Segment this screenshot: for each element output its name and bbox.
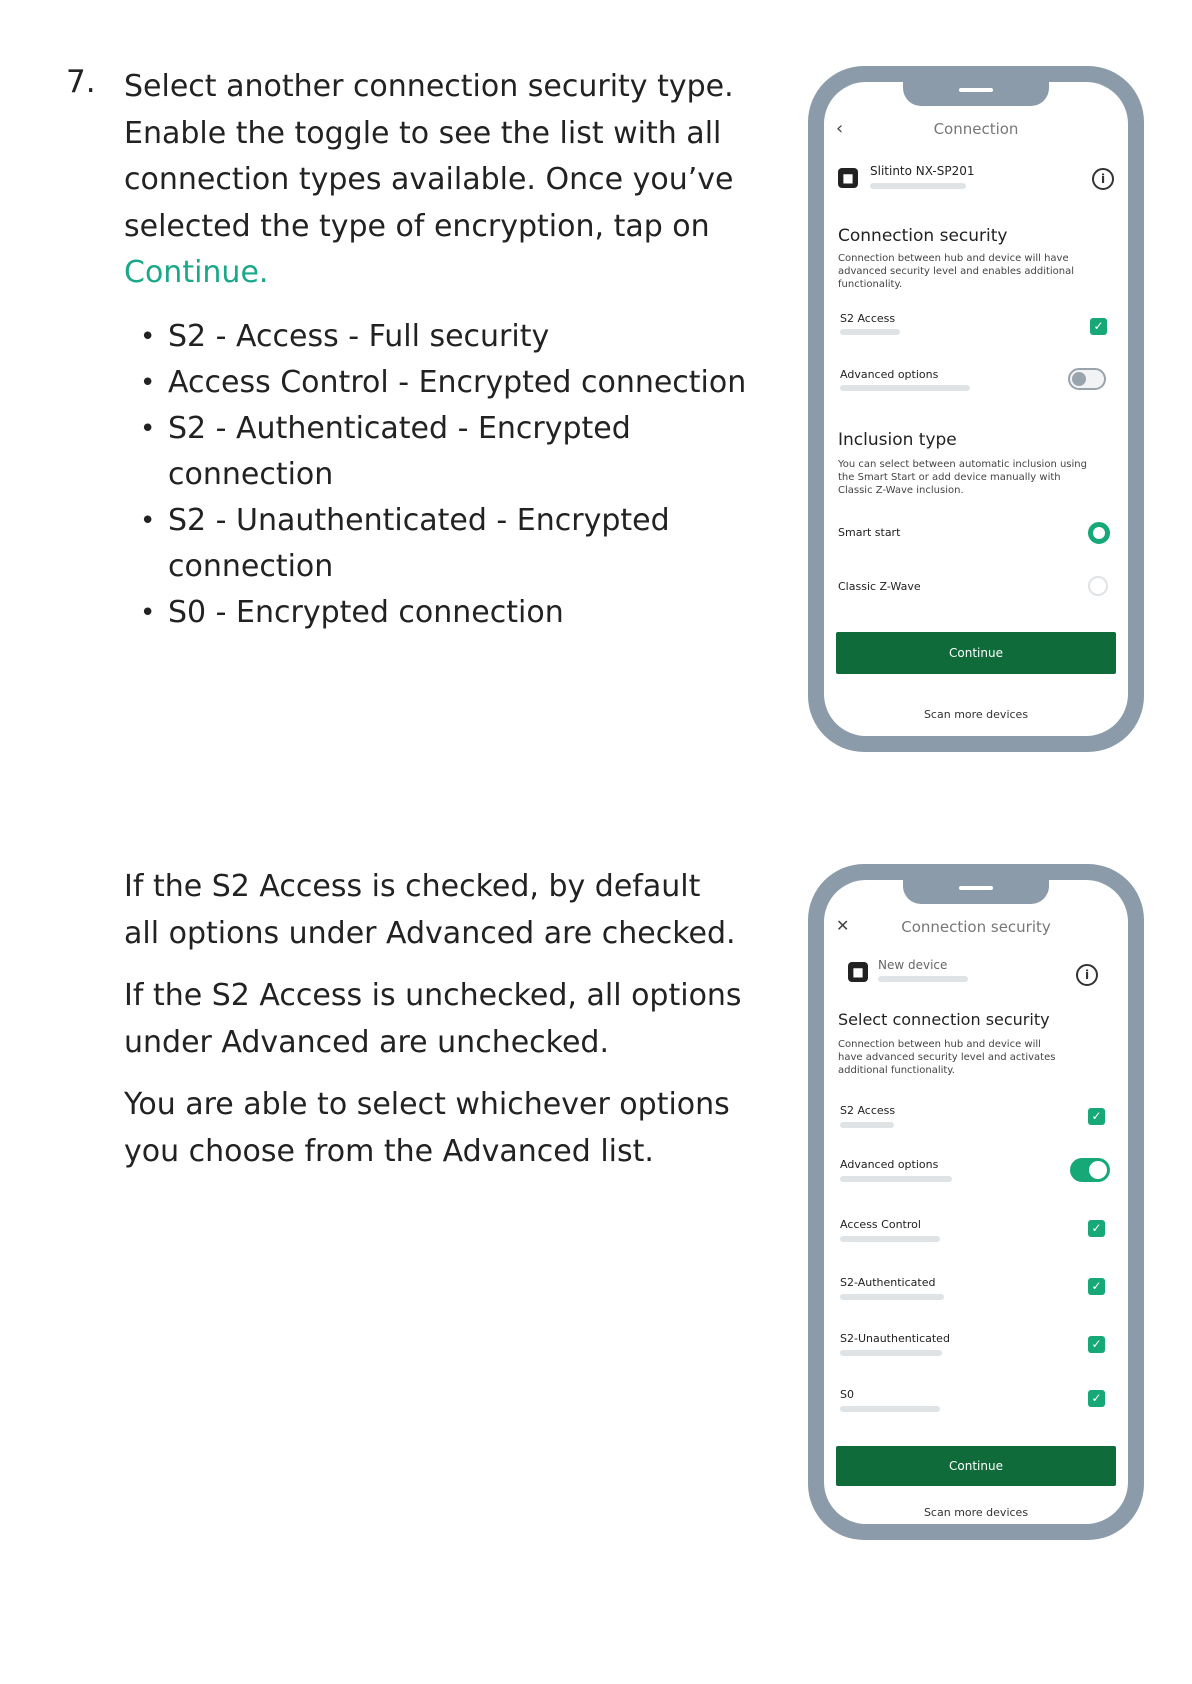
phone-notch [903,880,1049,904]
step-number: 7. [66,64,96,100]
list-item: • S0 - Encrypted connection [140,590,780,636]
s2-access-label: S2 Access [840,1104,896,1117]
option-subtitle [840,1406,940,1412]
s2-authenticated-checkbox[interactable]: ✓ [1088,1278,1105,1295]
option-subtitle [840,1122,894,1128]
s2-unauthenticated-label: S2-Unauthenticated [840,1332,950,1345]
phone-screen [824,82,1128,736]
continue-button[interactable]: Continue [836,1446,1116,1486]
classic-zwave-radio[interactable] [1088,576,1108,596]
device-icon: ■ [848,962,868,982]
section-description: Connection between hub and device will have advanced security level and activates additional functionality. [838,1039,1056,1076]
smart-start-label: Smart start [838,526,901,539]
s2-unauthenticated-checkbox[interactable]: ✓ [1088,1336,1105,1353]
s0-checkbox[interactable]: ✓ [1088,1390,1105,1407]
option-subtitle [840,329,900,335]
smart-start-radio[interactable] [1088,522,1110,544]
option-subtitle [840,1236,940,1242]
phone-notch [903,82,1049,106]
s2-access-checkbox[interactable]: ✓ [1088,1108,1105,1125]
inclusion-title: Inclusion type [838,430,957,450]
device-subtitle [870,183,966,189]
option-subtitle [840,1294,944,1300]
option-subtitle [840,1350,942,1356]
notes [124,864,744,1191]
step-instruction: Select another connection security type. Enable the toggle to see the list with all connection types available. Once you’ve selected the type of encryption, tap on [124,69,734,244]
scan-more-devices-link[interactable]: Scan more devices [923,1506,1029,1519]
s2-access-checkbox[interactable]: ✓ [1090,318,1107,335]
device-name: Slitinto NX-SP201 [870,164,975,178]
step-text [124,64,764,297]
scan-more-devices-link[interactable]: Scan more devices [923,708,1029,721]
option-subtitle [840,1176,952,1182]
note-paragraph: If the S2 Access is checked, by default all options under Advanced are checked. [124,869,736,951]
advanced-options-toggle[interactable] [1068,368,1106,390]
section-title: Connection security [838,226,1008,246]
s2-authenticated-label: S2-Authenticated [840,1276,936,1289]
inclusion-description: You can select between automatic inclusion using the Smart Start or add device manually with Classic Z-Wave inclusion. [838,459,1087,496]
section-title: Select connection security [838,1010,1050,1029]
s0-label: S0 [840,1388,854,1401]
phone-connection [808,66,1144,752]
info-icon[interactable]: i [1092,168,1114,190]
option-subtitle [840,385,970,391]
list-item: • Access Control - Encrypted connection [140,360,780,406]
note-paragraph: You are able to select whichever options you choose from the Advanced list. [124,1087,730,1169]
section-description: Connection between hub and device will have advanced security level and enables additional functionality. [838,253,1075,290]
security-type-list [140,314,780,636]
device-name: New device [878,958,948,972]
list-item: • S2 - Authenticated - Encrypted connection [140,406,780,498]
classic-zwave-label: Classic Z-Wave [838,580,921,593]
header-title: Connection [933,120,1019,138]
list-item: • S2 - Unauthenticated - Encrypted connection [140,498,780,590]
continue-link-text: Continue. [124,255,269,290]
phone-screen [824,880,1128,1524]
advanced-options-label: Advanced options [840,368,939,381]
advanced-options-label: Advanced options [840,1158,939,1171]
header-title: Connection security [901,918,1051,936]
device-icon: ■ [838,168,858,188]
access-control-checkbox[interactable]: ✓ [1088,1220,1105,1237]
s2-access-label: S2 Access [840,312,896,325]
device-subtitle [878,976,968,982]
continue-button[interactable]: Continue [836,632,1116,674]
back-icon[interactable]: ‹ [836,118,844,139]
close-icon[interactable]: ✕ [836,916,850,935]
list-item: • S2 - Access - Full security [140,314,780,360]
info-icon[interactable]: i [1076,964,1098,986]
note-paragraph: If the S2 Access is unchecked, all options under Advanced are unchecked. [124,978,742,1060]
advanced-options-toggle[interactable] [1070,1158,1110,1182]
phone-connection-security [808,864,1144,1540]
access-control-label: Access Control [840,1218,921,1231]
